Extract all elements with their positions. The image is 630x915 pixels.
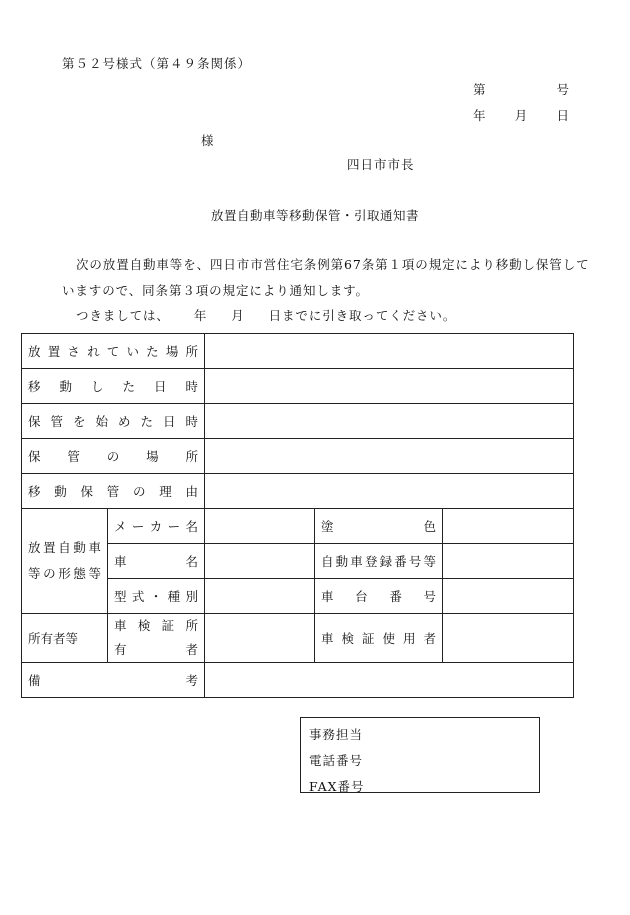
contact-box — [300, 717, 540, 793]
table-row — [22, 369, 574, 404]
table-row — [22, 663, 574, 698]
row-label: 型 式 ・ 種 別 — [114, 589, 199, 604]
value-cell[interactable] — [443, 579, 574, 614]
value-cell[interactable] — [205, 579, 315, 614]
row-label: 移 動 保 管 の 理 由 — [28, 484, 199, 499]
row-label: 塗 色 — [321, 519, 437, 534]
group-label-line: 等 の 形 態 等 — [28, 566, 101, 581]
label-cell — [108, 579, 205, 614]
value-cell[interactable] — [205, 439, 574, 474]
value-cell[interactable] — [205, 369, 574, 404]
owner-group-label — [22, 614, 108, 663]
sender: 四日市市長 — [347, 157, 415, 172]
row-label: メ ー カ ー 名 — [114, 519, 199, 534]
number-prefix: 第 — [473, 82, 486, 97]
table-row — [22, 439, 574, 474]
label-cell — [22, 439, 205, 474]
row-label: 放 置 さ れ て い た 場 所 — [28, 344, 199, 359]
date-day: 日 — [556, 108, 569, 123]
value-cell[interactable] — [205, 404, 574, 439]
vehicle-group-label — [22, 509, 108, 614]
form-number: 第５２号様式（第４９条関係） — [62, 56, 252, 71]
owner-label: 所有者等 — [28, 631, 79, 646]
number-suffix: 号 — [556, 82, 569, 97]
label-cell — [315, 614, 443, 663]
label-cell — [22, 663, 205, 698]
deadline-prefix: つきましては、 — [76, 308, 170, 323]
table-row — [22, 509, 574, 544]
label-cell — [22, 404, 205, 439]
label-cell — [315, 509, 443, 544]
label-cell — [315, 579, 443, 614]
addressee: 様 — [201, 133, 214, 148]
label-cell — [108, 509, 205, 544]
date-year: 年 — [473, 108, 486, 123]
row-label: 車 検 証 使 用 者 — [321, 631, 436, 646]
vehicle-info-table — [21, 333, 574, 698]
row-label: 備 考 — [28, 673, 199, 688]
document-title: 放置自動車等移動保管・引取通知書 — [210, 208, 419, 223]
value-cell[interactable] — [443, 614, 574, 663]
group-label-line: 放 置 自 動 車 — [28, 540, 101, 555]
deadline-year: 年 — [193, 308, 208, 323]
deadline-month: 月 — [231, 308, 245, 323]
contact-staff: 事務担当 — [309, 727, 364, 742]
value-cell[interactable] — [443, 544, 574, 579]
value-cell[interactable] — [205, 663, 574, 698]
value-cell[interactable] — [205, 544, 315, 579]
row-label: 車 名 — [114, 554, 199, 569]
table-row — [22, 334, 574, 369]
label-cell — [22, 369, 205, 404]
table-row — [22, 404, 574, 439]
value-cell[interactable] — [443, 509, 574, 544]
row-label: 保 管 を 始 め た 日 時 — [28, 414, 199, 429]
value-cell[interactable] — [205, 614, 315, 663]
label-cell — [315, 544, 443, 579]
label-cell — [108, 614, 205, 663]
row-label: 車 台 番 号 — [321, 589, 436, 604]
row-label: 自 動 車 登 録 番 号 等 — [321, 554, 437, 569]
date-month: 月 — [514, 108, 528, 123]
row-label: 保 管 の 場 所 — [28, 449, 199, 464]
contact-phone: 電話番号 — [309, 753, 364, 768]
table-row — [22, 474, 574, 509]
label-cell — [22, 474, 205, 509]
value-cell[interactable] — [205, 334, 574, 369]
row-label: 移 動 し た 日 時 — [28, 379, 199, 394]
label-cell — [108, 544, 205, 579]
deadline-line — [76, 306, 456, 324]
value-cell[interactable] — [205, 509, 315, 544]
value-cell[interactable] — [205, 474, 574, 509]
row-label: 有 者 — [114, 642, 199, 657]
table-row — [22, 614, 574, 663]
body-paragraph: 次の放置自動車等を、四日市市営住宅条例第67条第１項の規定により移動し保管していますので、同条第３項の規定により通知します。 — [62, 257, 590, 298]
label-cell — [22, 334, 205, 369]
row-label: 車 検 証 所 — [114, 618, 198, 633]
contact-fax: FAX番号 — [309, 779, 365, 794]
deadline-suffix: 日までに引き取ってください。 — [268, 308, 457, 323]
document-number-line — [473, 80, 569, 98]
document-date-line — [473, 106, 569, 124]
